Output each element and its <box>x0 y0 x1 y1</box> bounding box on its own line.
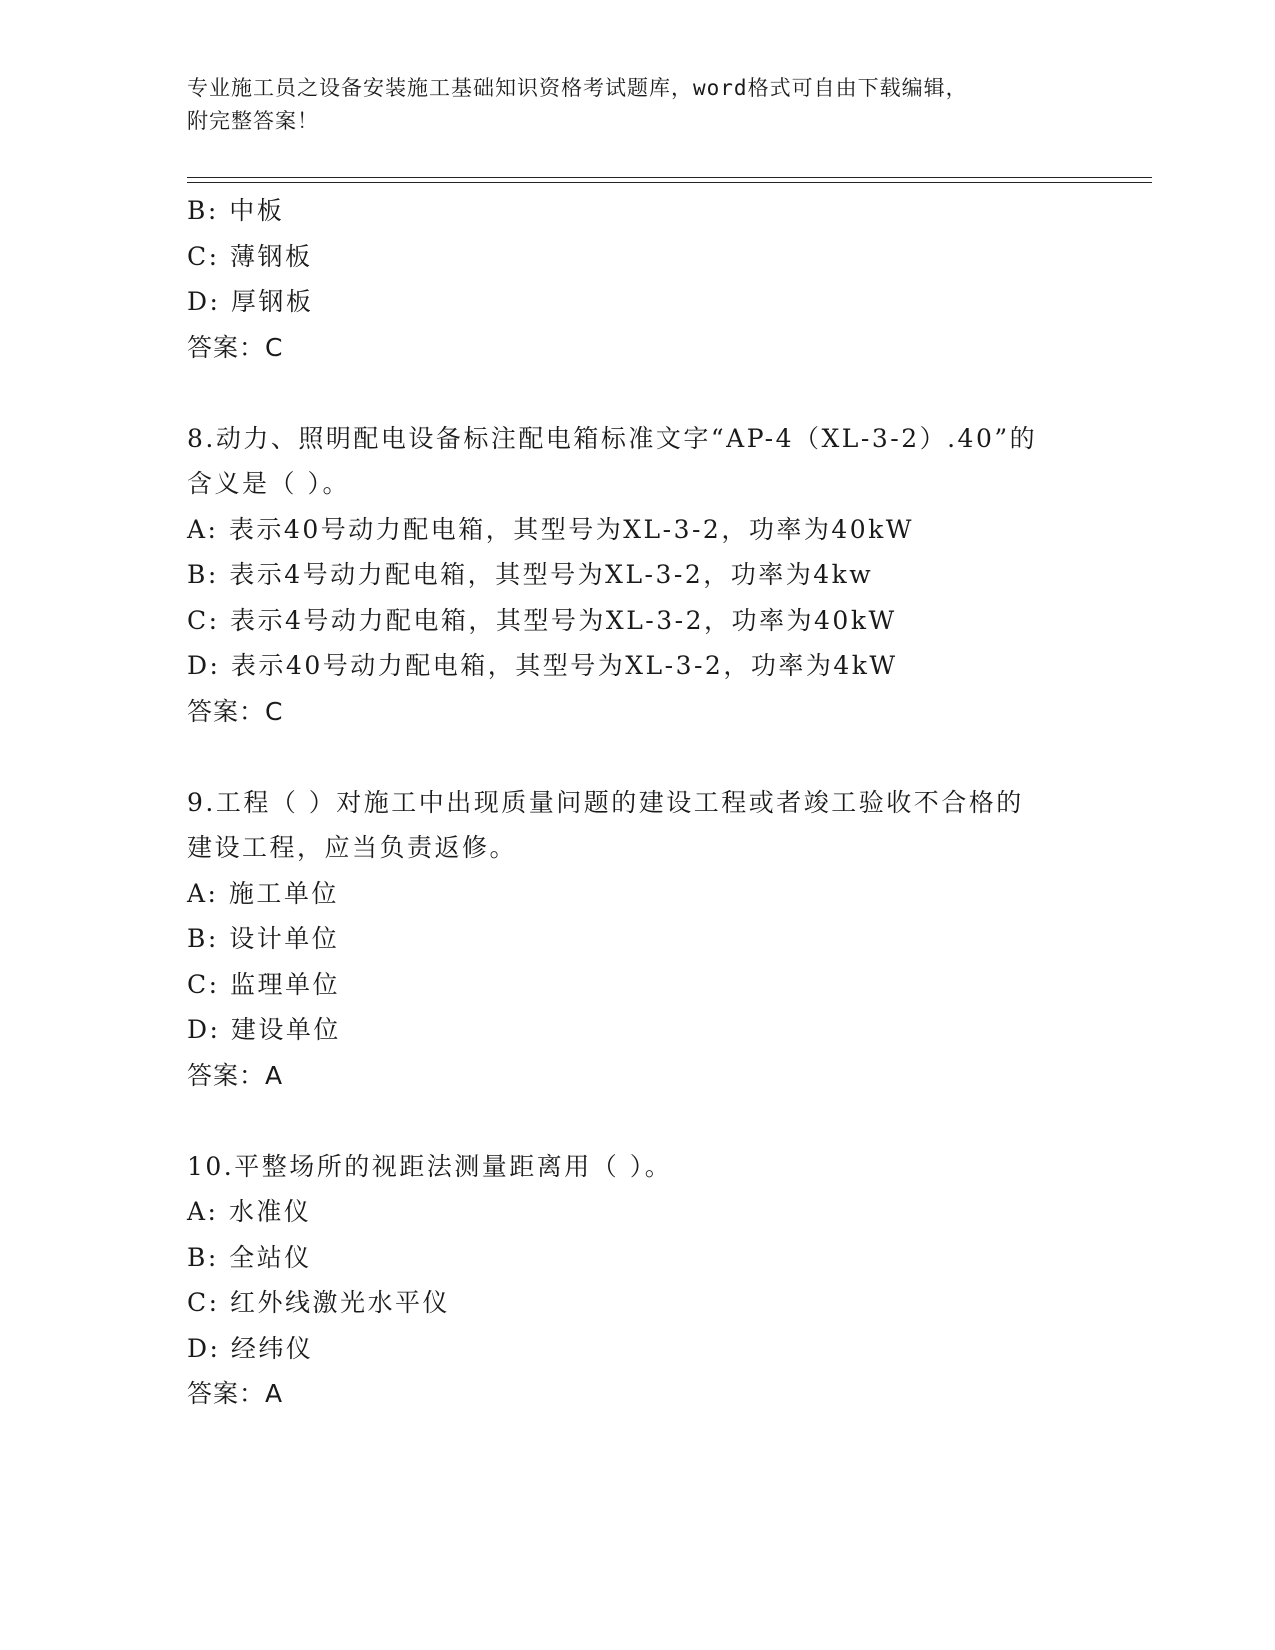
header-line-1: 专业施工员之设备安装施工基础知识资格考试题库，word格式可自由下载编辑， <box>187 76 968 100</box>
document-header <box>187 72 1067 138</box>
question-9 <box>187 780 1107 1099</box>
header-divider-top <box>187 177 1152 178</box>
question-text-line-2: 含义是（ ）。 <box>187 469 350 498</box>
question-7 <box>187 188 1107 370</box>
answer-label: 答案：A <box>187 1379 284 1408</box>
option-d: D: 表示40号动力配电箱，其型号为XL-3-2，功率为4kW <box>187 651 898 680</box>
question-10 <box>187 1144 1107 1417</box>
question-text-line-2: 建设工程，应当负责返修。 <box>187 833 518 862</box>
option-d: D: 建设单位 <box>187 1015 341 1044</box>
option-c: C: 红外线激光水平仪 <box>187 1288 450 1317</box>
answer-label: 答案：C <box>187 332 284 362</box>
option-d: D: 厚钢板 <box>187 287 314 316</box>
option-a: A: 水准仪 <box>187 1197 312 1226</box>
header-divider-bottom <box>187 182 1152 183</box>
header-line-2: 附完整答案！ <box>187 109 319 133</box>
question-list <box>187 188 1107 1417</box>
option-d: D: 经纬仪 <box>187 1333 314 1363</box>
answer-label: 答案：A <box>187 1060 284 1090</box>
option-a: A: 表示40号动力配电箱，其型号为XL-3-2，功率为40kW <box>187 514 914 544</box>
option-b: B: 全站仪 <box>187 1242 312 1272</box>
answer-label: 答案：C <box>187 696 284 726</box>
option-b: B: 表示4号动力配电箱，其型号为XL-3-2，功率为4kw <box>187 560 874 589</box>
spacer <box>187 734 1107 780</box>
question-text-line-1: 10.平整场所的视距法测量距离用（ ）。 <box>187 1151 673 1181</box>
spacer <box>187 1098 1107 1144</box>
option-c: C: 监理单位 <box>187 969 340 999</box>
option-b: B: 设计单位 <box>187 924 340 953</box>
option-a: A: 施工单位 <box>187 878 339 908</box>
question-text-line-1: 9.工程（ ）对施工中出现质量问题的建设工程或者竣工验收不合格的 <box>187 787 1024 817</box>
option-b: B: 中板 <box>187 196 285 225</box>
option-c: C: 表示4号动力配电箱，其型号为XL-3-2，功率为40kW <box>187 605 897 635</box>
question-text-line-1: 8.动力、照明配电设备标注配电箱标准文字“AP-4（XL-3-2）.40”的 <box>187 423 1038 453</box>
question-8 <box>187 416 1107 735</box>
spacer <box>187 370 1107 416</box>
option-c: C: 薄钢板 <box>187 241 313 271</box>
